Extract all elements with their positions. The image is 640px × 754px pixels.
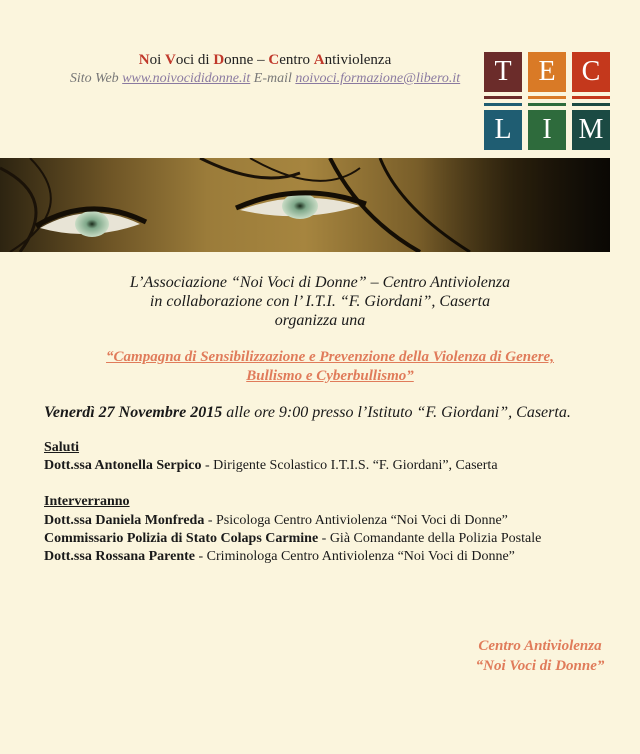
logo-bar (484, 96, 522, 99)
intro-line-1: L’Associazione “Noi Voci di Donne” – Centro Antiviolenza (129, 274, 511, 291)
event-date: Venerdì 27 Novembre 2015 (44, 404, 223, 421)
interverranno-heading: Interverranno (44, 494, 130, 509)
logo-bar (528, 96, 566, 99)
eyes-banner-image (0, 158, 610, 252)
org-part-3: Donne – (213, 52, 269, 68)
intro-line-2: in collaborazione con l’ I.T.I. “F. Giordani”, Caserta (149, 293, 491, 310)
logo-bar (484, 103, 522, 106)
intro-text (80, 273, 560, 330)
logo-tile-c: C (572, 52, 610, 92)
signature (440, 636, 640, 676)
org-part-4: Centro (268, 52, 314, 68)
speaker-name: Dott.ssa Antonella Serpico (44, 458, 202, 473)
email-label: E-mail (253, 71, 292, 86)
speaker-name: Dott.ssa Daniela Monfreda (44, 513, 205, 528)
logo-bar (528, 103, 566, 106)
web-label: Sito Web (69, 71, 119, 86)
speaker-role: - Dirigente Scolastico I.T.I.S. “F. Giordani”, Caserta (201, 458, 498, 473)
website-link[interactable]: www.noivocididonne.it (122, 71, 251, 86)
speaker-name: Dott.ssa Rossana Parente (44, 549, 196, 564)
saluti-heading: Saluti (44, 440, 80, 455)
logo-bar (572, 103, 610, 106)
campaign-line-1: “Campagna di Sensibilizzazione e Prevenzione della Violenza di Genere, (106, 349, 554, 365)
speaker-row (44, 513, 508, 529)
speaker-role: - Criminologa Centro Antiviolenza “Noi Voci di Donne” (195, 549, 515, 564)
logo-tile-l: L (484, 110, 522, 150)
logo-tile-e: E (528, 52, 566, 92)
speaker-row (44, 549, 515, 565)
speaker-role: - Già Comandante della Polizia Postale (318, 531, 542, 546)
org-part-2: Voci di (164, 52, 214, 68)
signature-line-1: Centro Antiviolenza (478, 638, 602, 654)
speaker-name: Commissario Polizia di Stato Colaps Carmine (44, 531, 319, 546)
logo-tile-m: M (572, 110, 610, 150)
eyes-illustration (0, 158, 610, 252)
saluti-row (44, 458, 498, 474)
org-title (0, 52, 530, 69)
org-part-5: Antiviolenza (313, 52, 392, 68)
logo-tile-t: T (484, 52, 522, 92)
contact-line (0, 71, 530, 87)
campaign-line-2: Bullismo e Cyberbullismo” (246, 368, 414, 384)
logo-bar (572, 96, 610, 99)
event-location: alle ore 9:00 presso l’Istituto “F. Giordani”, Caserta. (222, 404, 571, 421)
speaker-role: - Psicologa Centro Antiviolenza “Noi Voci di Donne” (204, 513, 508, 528)
org-part-1: Noi (138, 52, 165, 68)
speaker-row (44, 531, 541, 547)
event-details (44, 404, 624, 422)
signature-line-2: “Noi Voci di Donne” (475, 658, 605, 674)
intro-line-3: organizza una (274, 312, 366, 329)
email-link[interactable]: noivoci.formazione@libero.it (295, 71, 461, 86)
logo-tile-i: I (528, 110, 566, 150)
teclim-logo (484, 50, 611, 160)
campaign-title (40, 348, 620, 386)
